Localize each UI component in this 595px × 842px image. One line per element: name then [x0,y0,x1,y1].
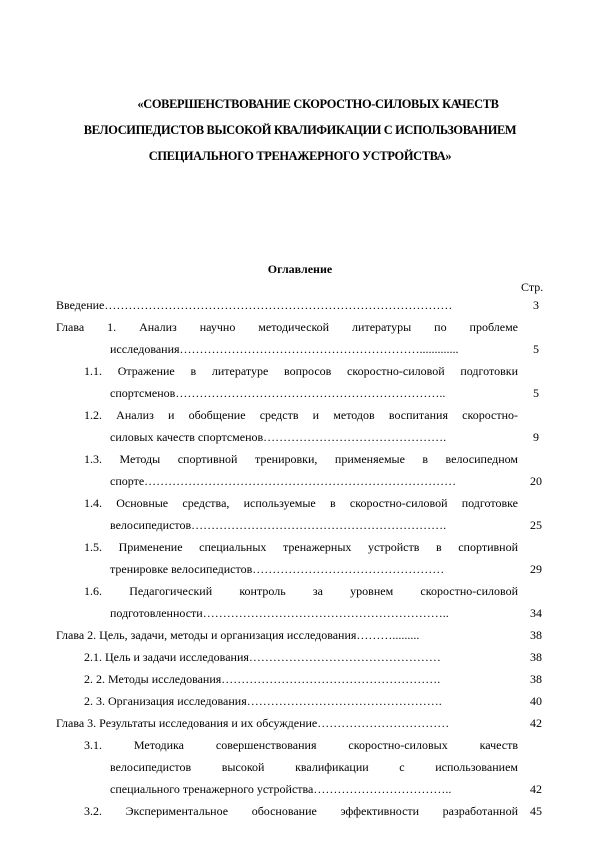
toc-entry [56,536,550,558]
toc-entry-page: 45 [530,804,542,818]
toc-entry-title: тренировке велосипедистов………………………………………… [110,562,445,576]
toc-entry-page [522,316,550,338]
toc-entry-title: 2. 3. Организация исследования…………………………………………. [84,694,442,708]
toc-entry-title: 1.3. Методы спортивной тренировки, применяемые в велосипедном [84,452,518,466]
toc-entry-page [522,492,550,514]
toc-entry-page: 29 [530,562,542,576]
toc-entry-title: подготовленности…………………………………………………….. [110,606,449,620]
toc-entry [56,382,550,404]
toc-entry [56,580,550,602]
toc-entry-page: 38 [530,628,542,642]
toc-entry-page [522,448,550,470]
title-line-1: «СОВЕРШЕНСТВОВАНИЕ СКОРОСТНО-СИЛОВЫХ КАЧЕСТВ [137,97,499,111]
toc-entry-page: 40 [530,694,542,708]
toc-entry-page [522,360,550,382]
toc-entry [56,602,550,624]
toc-entry [56,294,550,316]
toc-entry-title: 1.6. Педагогический контроль за уровнем скоростно-силовой [84,584,518,598]
toc-heading: Оглавление [267,262,333,276]
toc-entry-page: 3 [533,298,539,312]
toc-entry [56,404,550,426]
toc-entry [56,514,550,536]
title-line-3: СПЕЦИАЛЬНОГО ТРЕНАЖЕРНОГО УСТРОЙСТВА» [148,149,452,163]
toc-entry-title: специального тренажерного устройства…………………………….. [110,782,452,796]
toc-entry-page: 38 [530,672,542,686]
title-line-2: ВЕЛОСИПЕДИСТОВ ВЫСОКОЙ КВАЛИФИКАЦИИ С ИСПОЛЬЗОВАНИЕМ [83,123,517,137]
toc-entry-page [522,580,550,602]
toc-entry-page: 38 [530,650,542,664]
toc-entry-title: силовых качеств спортсменов………………………………………. [110,430,447,444]
toc-entry-title: 1.4. Основные средства, используемые в скоростно-силовой подготовке [84,496,518,510]
toc-entry-page: 5 [533,342,539,356]
toc-entry-title: Введение…………………………………………………………………………… [56,298,453,312]
toc-entry-title: 2. 2. Методы исследования………………………………………………. [84,672,441,686]
toc-entry [56,360,550,382]
toc-entry-title: 3.2. Экспериментальное обоснование эффективности разработанной [84,804,518,818]
toc-entry [56,778,550,800]
toc-entry-title: велосипедистов………………………………………………………. [110,518,447,532]
toc-entry-title: спортсменов………………………………………………………….. [110,386,446,400]
toc-entry [56,712,550,734]
toc-entry-page [522,536,550,558]
document-title [40,91,560,169]
toc-entry [56,470,550,492]
toc-entry [56,338,550,360]
toc-entry-title: исследования……………………………………………………............. [110,342,459,356]
toc-entry-title: 1.2. Анализ и обобщение средств и методов воспитания скоростно- [84,408,518,422]
toc-entry-title: Глава 2. Цель, задачи, методы и организация исследования………......... [56,628,420,642]
toc-entry-page: 20 [530,474,542,488]
toc-entry-title: 1.1. Отражение в литературе вопросов скоростно-силовой подготовки [84,364,518,378]
toc-entry [56,448,550,470]
toc-entry [56,624,550,646]
toc-entry [56,492,550,514]
toc-entry-page: 5 [533,386,539,400]
toc-entry-title: спорте…………………………………………………………………… [110,474,457,488]
toc-entry-title: 1.5. Применение специальных тренажерных устройств в спортивной [84,540,518,554]
toc-entry-title: Глава 3. Результаты исследования и их обсуждение…………………………… [56,716,450,730]
toc-entry-page: 42 [530,782,542,796]
toc-entry-title: велосипедистов высокой квалификации с использованием [110,760,518,774]
toc-entry-page: 25 [530,518,542,532]
toc-entry [56,646,550,668]
toc-entry [56,668,550,690]
toc-entry [56,734,550,756]
toc-entry-title: Глава 1. Анализ научно методической литературы по проблеме [56,320,518,334]
toc-entry-page [522,756,550,778]
toc-entry [56,316,550,338]
toc-entry [56,426,550,448]
toc-entry-title: 3.1. Методика совершенствования скоростно-силовых качеств [84,738,518,752]
page-column-label: Стр. [521,280,544,294]
toc-entry [56,800,550,822]
toc-entry-page: 34 [530,606,542,620]
toc-entry [56,690,550,712]
toc-entry [56,558,550,580]
toc-entry-page: 9 [533,430,539,444]
toc-entry-page: 42 [530,716,542,730]
toc-entry-page [522,734,550,756]
toc-entry-page [522,404,550,426]
toc-entry-title: 2.1. Цель и задачи исследования………………………………………… [84,650,441,664]
toc-entry [56,756,550,778]
